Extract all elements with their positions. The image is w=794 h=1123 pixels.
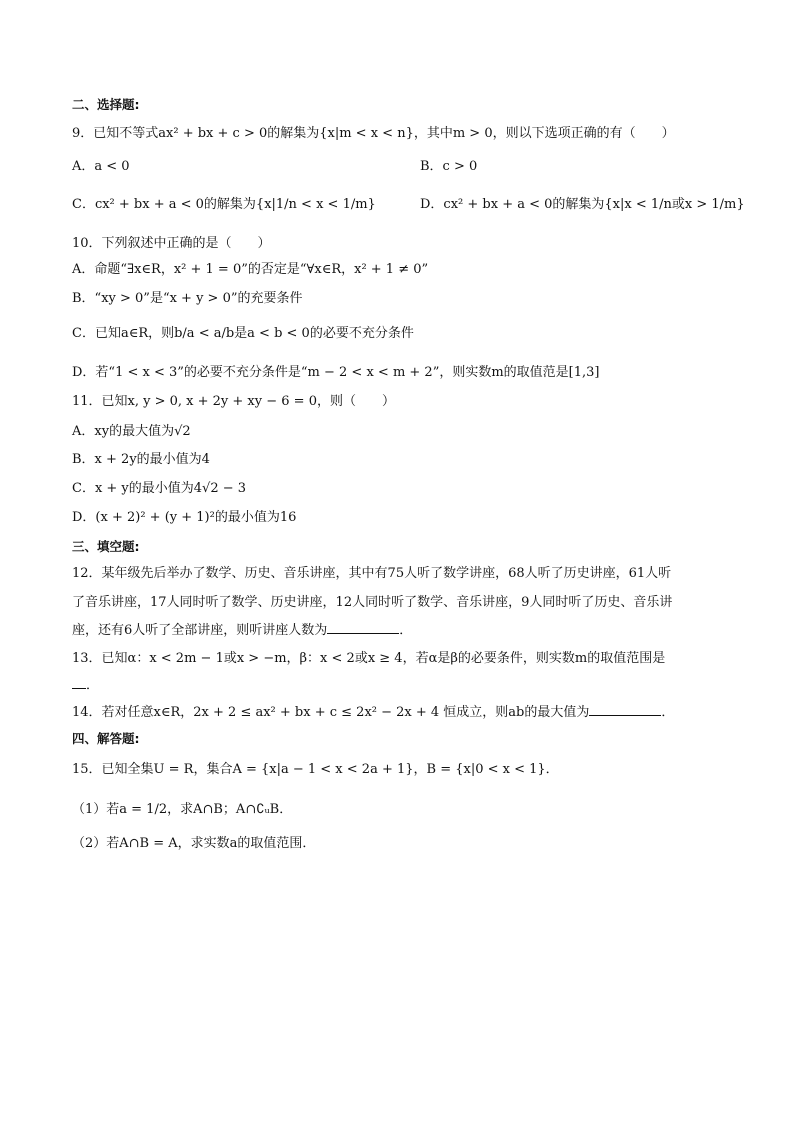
question-10-option-d: D．若“1 < x < 3”的必要不充分条件是“m − 2 < x < m + 2”，则实数m的取值范是[1,3] bbox=[72, 365, 600, 380]
question-9-options-cd bbox=[72, 196, 745, 214]
question-11-option-d: D．(x + 2)² + (y + 1)²的最小值为16 bbox=[72, 510, 297, 525]
answer-blank-14 bbox=[589, 703, 661, 716]
question-11-option-a: A．xy的最大值为√2 bbox=[72, 424, 191, 439]
question-15-part-1: （1）若a = 1/2，求A∩B；A∩∁ᵤB． bbox=[72, 802, 293, 817]
answer-blank-12 bbox=[327, 621, 399, 634]
question-13-line-1: 13．已知α：x < 2m − 1或x > −m，β：x < 2或x ≥ 4，若α是β的必要条件，则实数m的取值范围是 bbox=[72, 651, 666, 666]
question-14-text: 14．若对任意x∈R，2x + 2 ≤ ax² + bx + c ≤ 2x² − 2x + 4 恒成立，则ab的最大值为 bbox=[72, 705, 590, 720]
question-13-end: ． bbox=[86, 678, 100, 693]
question-11-option-c: C．x + y的最小值为4√2 − 3 bbox=[72, 481, 247, 496]
question-12-text: 座，还有6人听了全部讲座，则听讲座人数为 bbox=[72, 623, 328, 638]
question-11-stem: 11．已知x, y > 0, x + 2y + xy − 6 = 0，则（ ） bbox=[72, 394, 395, 409]
question-13-line-2 bbox=[72, 676, 724, 695]
question-14 bbox=[72, 703, 724, 722]
question-12-line-1: 12．某年级先后举办了数学、历史、音乐讲座，其中有75人听了数学讲座，68人听了历史讲座，61人听 bbox=[72, 566, 672, 581]
question-9-option-c: C．cx² + bx + a < 0的解集为{x|1/n < x < 1/m} bbox=[72, 197, 376, 212]
question-9-stem: 9．已知不等式ax² + bx + c > 0的解集为{x|m < x < n}，其中m > 0，则以下选项正确的有（ ） bbox=[72, 126, 675, 141]
answer-blank-13 bbox=[72, 676, 86, 689]
question-10-option-a: A．命题“∃x∈R，x² + 1 = 0”的否定是“∀x∈R，x² + 1 ≠ 0” bbox=[72, 262, 429, 277]
question-12-line-2: 了音乐讲座，17人同时听了数学、历史讲座，12人同时听了数学、音乐讲座，9人同时听了历史、音乐讲 bbox=[72, 595, 673, 610]
question-9-option-b: B．c > 0 bbox=[420, 159, 478, 174]
section-heading-solve: 四、解答题: bbox=[72, 731, 140, 746]
question-10-option-b: B．“xy > 0”是“x + y > 0”的充要条件 bbox=[72, 291, 303, 306]
question-10-stem: 10．下列叙述中正确的是（ ） bbox=[72, 236, 271, 251]
question-15-part-2: （2）若A∩B = A，求实数a的取值范围． bbox=[72, 836, 316, 851]
question-12-line-3 bbox=[72, 621, 724, 640]
question-9-option-d: D．cx² + bx + a < 0的解集为{x|x < 1/n或x > 1/m} bbox=[420, 197, 745, 212]
question-9-options-ab bbox=[72, 158, 724, 176]
question-11-option-b: B．x + 2y的最小值为4 bbox=[72, 452, 210, 467]
question-12-end: ． bbox=[399, 623, 413, 638]
question-14-end: ． bbox=[661, 705, 675, 720]
section-heading-choice: 二、选择题: bbox=[72, 97, 140, 112]
question-9-option-a: A．a < 0 bbox=[72, 159, 130, 174]
section-heading-fill: 三、填空题: bbox=[72, 539, 140, 554]
question-10-option-c: C．已知a∈R，则b/a < a/b是a < b < 0的必要不充分条件 bbox=[72, 326, 414, 341]
question-15-stem: 15．已知全集U = R，集合A = {x|a − 1 < x < 2a + 1}，B = {x|0 < x < 1}． bbox=[72, 762, 559, 777]
